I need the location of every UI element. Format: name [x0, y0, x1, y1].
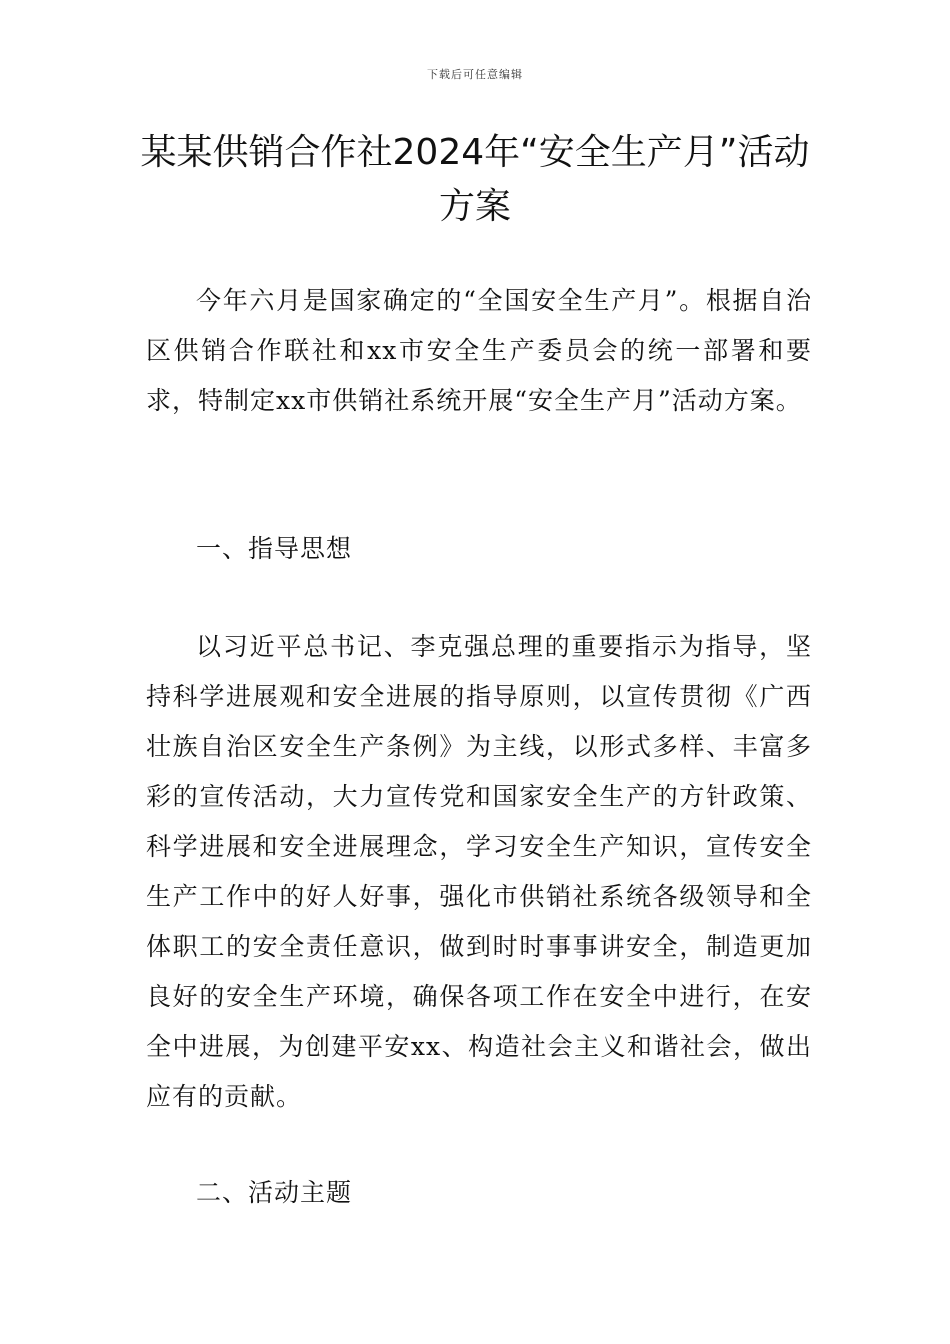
- header-note: 下载后可任意编辑: [427, 68, 523, 81]
- document-title: 某某供销合作社2024年“安全生产月”活动方案: [140, 132, 810, 227]
- guiding-thought-paragraph: 以习近平总书记、李克强总理的重要指示为指导，坚持科学进展观和安全进展的指导原则，以宣传贯彻《广西壮族自治区安全生产条例》为主线，以形式多样、丰富多彩的宣传活动，大力宣传党和国家安全生产的方针政策、科学进展和安全进展理念，学习安全生产知识，宣传安全生产工作中的好人好事，强化市供销社系统各级领导和全体职工的安全责任意识，做到时时事事讲安全，制造更加良好的安全生产环境，确保各项工作在安全中进行，在安全中进展，为创建平安xx、构造社会主义和谐社会，做出应有的贡献。: [146, 632, 812, 1111]
- section-heading-guiding-thought: 一、指导思想: [196, 534, 353, 563]
- section-heading-activity-theme: 二、活动主题: [196, 1178, 353, 1207]
- intro-paragraph: 今年六月是国家确定的“全国安全生产月”。根据自治区供销合作联社和xx市安全生产委员会的统一部署和要求，特制定xx市供销社系统开展“安全生产月”活动方案。: [146, 286, 812, 415]
